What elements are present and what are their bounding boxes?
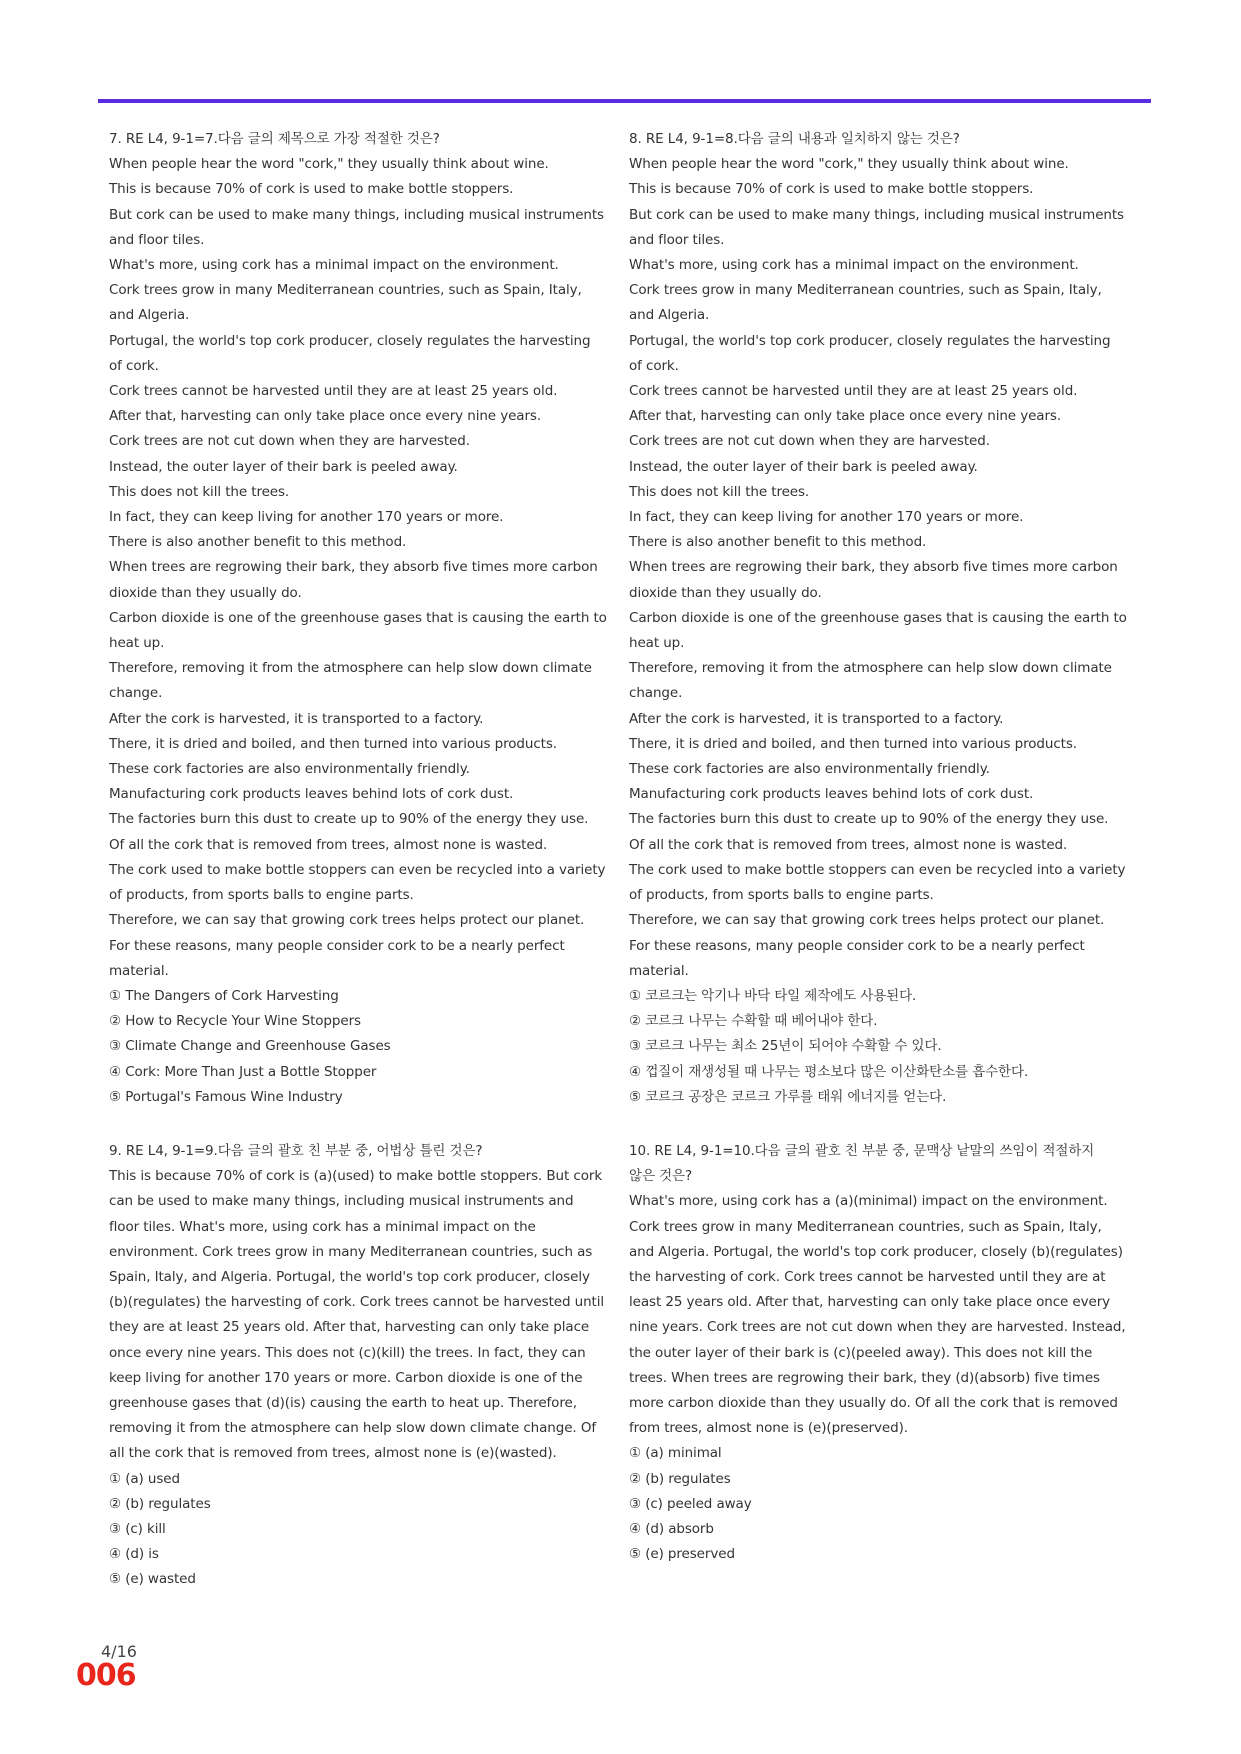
- passage-line: nine years. Cork trees are not cut down when they are harvested. Instead,: [629, 1319, 1126, 1336]
- passage-line: This is because 70% of cork is used to make bottle stoppers.: [629, 181, 1034, 198]
- passage-line: more carbon dioxide than they usually do. Of all the cork that is removed: [629, 1395, 1118, 1412]
- passage-line: change.: [629, 685, 683, 702]
- passage-line: This does not kill the trees.: [109, 483, 290, 500]
- passage-line: can be used to make many things, including musical instruments and: [109, 1193, 574, 1210]
- passage-line: There, it is dried and boiled, and then turned into various products.: [109, 735, 557, 752]
- passage-line: The cork used to make bottle stoppers can even be recycled into a variety: [629, 861, 1126, 878]
- passage-line: After that, harvesting can only take place once every nine years.: [109, 408, 542, 425]
- passage-line: Cork trees grow in many Mediterranean countries, such as Spain, Italy,: [109, 282, 582, 299]
- passage-line: heat up.: [109, 635, 165, 652]
- passage-line: trees. When trees are regrowing their bark, they (d)(absorb) five times: [629, 1369, 1100, 1386]
- passage-line: they are at least 25 years old. After that, harvesting can only take place: [109, 1319, 590, 1336]
- passage-line: material.: [109, 962, 169, 979]
- passage-line: Cork trees are not cut down when they are harvested.: [629, 433, 990, 450]
- document-code: 006: [76, 1658, 136, 1693]
- answer-option[interactable]: ③ (c) kill: [109, 1521, 166, 1538]
- passage-line: After that, harvesting can only take place once every nine years.: [629, 408, 1062, 425]
- passage-line: For these reasons, many people consider cork to be a nearly perfect: [629, 937, 1085, 954]
- passage-line: Therefore, we can say that growing cork trees helps protect our planet.: [109, 912, 585, 929]
- passage-line: Cork trees grow in many Mediterranean countries, such as Spain, Italy,: [629, 282, 1102, 299]
- passage-line: of products, from sports balls to engine parts.: [109, 887, 414, 904]
- passage-line: and Algeria. Portugal, the world's top cork producer, closely (b)(regulates): [629, 1243, 1123, 1260]
- passage-line: once every nine years. This does not (c)(kill) the trees. In fact, they can: [109, 1344, 586, 1361]
- passage-line: This is because 70% of cork is used to make bottle stoppers.: [109, 181, 514, 198]
- passage-line: After the cork is harvested, it is transported to a factory.: [109, 710, 484, 727]
- passage-line: and floor tiles.: [109, 231, 205, 248]
- answer-option[interactable]: ④ Cork: More Than Just a Bottle Stopper: [109, 1063, 377, 1080]
- answer-option[interactable]: ① (a) minimal: [629, 1445, 722, 1462]
- answer-option[interactable]: ② How to Recycle Your Wine Stoppers: [109, 1013, 361, 1030]
- passage-line: This does not kill the trees.: [629, 483, 810, 500]
- passage-line: Carbon dioxide is one of the greenhouse gases that is causing the earth to: [629, 609, 1127, 626]
- header-rule: [98, 99, 1151, 103]
- question-title: 7. RE L4, 9-1=7.다음 글의 제목으로 가장 적절한 것은?: [109, 131, 440, 147]
- passage-line: Manufacturing cork products leaves behind lots of cork dust.: [109, 786, 514, 803]
- passage-line: dioxide than they usually do.: [629, 584, 822, 601]
- passage-line: The factories burn this dust to create up to 90% of the energy they use.: [629, 811, 1109, 828]
- passage-line: These cork factories are also environmentally friendly.: [629, 761, 990, 778]
- answer-option[interactable]: ④ 껍질이 재생성될 때 나무는 평소보다 많은 이산화탄소를 흡수한다.: [629, 1063, 1029, 1080]
- question-7: [109, 127, 619, 1110]
- answer-option[interactable]: ① The Dangers of Cork Harvesting: [109, 987, 339, 1004]
- passage-line: For these reasons, many people consider cork to be a nearly perfect: [109, 937, 565, 954]
- passage-line: and Algeria.: [109, 307, 190, 324]
- answer-option[interactable]: ② (b) regulates: [629, 1470, 731, 1487]
- passage-line: Of all the cork that is removed from trees, almost none is wasted.: [629, 836, 1068, 853]
- passage-line: removing it from the atmosphere can help slow down climate change. Of: [109, 1420, 596, 1437]
- passage-line: When trees are regrowing their bark, they absorb five times more carbon: [109, 559, 598, 576]
- answer-option[interactable]: ② (b) regulates: [109, 1495, 211, 1512]
- passage-line: Therefore, removing it from the atmosphere can help slow down climate: [109, 660, 592, 677]
- passage-line: These cork factories are also environmentally friendly.: [109, 761, 470, 778]
- passage-line: What's more, using cork has a minimal impact on the environment.: [109, 257, 559, 274]
- passage-line: Therefore, we can say that growing cork trees helps protect our planet.: [629, 912, 1105, 929]
- passage-line: change.: [109, 685, 163, 702]
- page-number: 4/16: [101, 1642, 137, 1661]
- passage-line: In fact, they can keep living for another 170 years or more.: [629, 509, 1024, 526]
- passage-line: There is also another benefit to this method.: [629, 534, 927, 551]
- answer-option[interactable]: ③ Climate Change and Greenhouse Gases: [109, 1038, 391, 1055]
- passage-line: When people hear the word "cork," they usually think about wine.: [109, 156, 549, 173]
- passage-line: Portugal, the world's top cork producer, closely regulates the harvesting: [109, 332, 591, 349]
- passage-line: But cork can be used to make many things, including musical instruments: [629, 206, 1124, 223]
- passage-line: the outer layer of their bark is (c)(peeled away). This does not kill the: [629, 1344, 1093, 1361]
- passage-line: The cork used to make bottle stoppers can even be recycled into a variety: [109, 861, 606, 878]
- passage-line: Instead, the outer layer of their bark is peeled away.: [629, 458, 978, 475]
- passage-line: of cork.: [629, 357, 679, 374]
- passage-line: When trees are regrowing their bark, they absorb five times more carbon: [629, 559, 1118, 576]
- passage-line: What's more, using cork has a (a)(minimal) impact on the environment.: [629, 1193, 1108, 1210]
- passage-line: Cork trees grow in many Mediterranean countries, such as Spain, Italy,: [629, 1218, 1102, 1235]
- question-title: 8. RE L4, 9-1=8.다음 글의 내용과 일치하지 않는 것은?: [629, 131, 960, 147]
- passage-line: keep living for another 170 years or more. Carbon dioxide is one of the: [109, 1369, 583, 1386]
- passage-line: Carbon dioxide is one of the greenhouse gases that is causing the earth to: [109, 609, 607, 626]
- passage-line: of products, from sports balls to engine parts.: [629, 887, 934, 904]
- answer-option[interactable]: ② 코르크 나무는 수확할 때 베어내야 한다.: [629, 1013, 878, 1030]
- passage-line: the harvesting of cork. Cork trees cannot be harvested until they are at: [629, 1269, 1106, 1286]
- passage-line: Portugal, the world's top cork producer, closely regulates the harvesting: [629, 332, 1111, 349]
- question-title: 10. RE L4, 9-1=10.다음 글의 괄호 친 부분 중, 문맥상 낱말의 쓰임이 적절하지: [629, 1143, 1095, 1159]
- passage-line: In fact, they can keep living for another 170 years or more.: [109, 509, 504, 526]
- passage-line: floor tiles. What's more, using cork has a minimal impact on the: [109, 1218, 536, 1235]
- passage-line: of cork.: [109, 357, 159, 374]
- answer-option[interactable]: ① (a) used: [109, 1470, 180, 1487]
- passage-line: The factories burn this dust to create up to 90% of the energy they use.: [109, 811, 589, 828]
- passage-line: There, it is dried and boiled, and then turned into various products.: [629, 735, 1077, 752]
- passage-line: What's more, using cork has a minimal impact on the environment.: [629, 257, 1079, 274]
- answer-option[interactable]: ⑤ Portugal's Famous Wine Industry: [109, 1088, 343, 1105]
- passage-line: Of all the cork that is removed from trees, almost none is wasted.: [109, 836, 548, 853]
- passage-line: Cork trees cannot be harvested until they are at least 25 years old.: [629, 383, 1078, 400]
- passage-line: But cork can be used to make many things, including musical instruments: [109, 206, 604, 223]
- answer-option[interactable]: ④ (d) is: [109, 1546, 159, 1563]
- question-10: [629, 1139, 1139, 1567]
- passage-line: environment. Cork trees grow in many Mediterranean countries, such as: [109, 1243, 593, 1260]
- passage-line: from trees, almost none is (e)(preserved).: [629, 1420, 908, 1437]
- question-8: [629, 127, 1139, 1110]
- answer-option[interactable]: ⑤ (e) wasted: [109, 1571, 196, 1588]
- answer-option[interactable]: ⑤ 코르크 공장은 코르크 가루를 태워 에너지를 얻는다.: [629, 1088, 947, 1105]
- passage-line: When people hear the word "cork," they usually think about wine.: [629, 156, 1069, 173]
- answer-option[interactable]: ⑤ (e) preserved: [629, 1546, 735, 1563]
- passage-line: Cork trees cannot be harvested until they are at least 25 years old.: [109, 383, 558, 400]
- passage-line: Instead, the outer layer of their bark is peeled away.: [109, 458, 458, 475]
- passage-line: Spain, Italy, and Algeria. Portugal, the world's top cork producer, closely: [109, 1269, 590, 1286]
- question-title: 9. RE L4, 9-1=9.다음 글의 괄호 친 부분 중, 어법상 틀린 것은?: [109, 1143, 483, 1159]
- passage-line: Cork trees are not cut down when they are harvested.: [109, 433, 470, 450]
- passage-line: (b)(regulates) the harvesting of cork. Cork trees cannot be harvested until: [109, 1294, 605, 1311]
- question-title-cont: 않은 것은?: [629, 1168, 693, 1185]
- passage-line: greenhouse gases that (d)(is) causing the earth to heat up. Therefore,: [109, 1395, 577, 1412]
- passage-line: and Algeria.: [629, 307, 710, 324]
- passage-line: This is because 70% of cork is (a)(used) to make bottle stoppers. But cork: [109, 1168, 603, 1185]
- passage-line: material.: [629, 962, 689, 979]
- passage-line: dioxide than they usually do.: [109, 584, 302, 601]
- passage-line: and floor tiles.: [629, 231, 725, 248]
- answer-option[interactable]: ③ 코르크 나무는 최소 25년이 되어야 수확할 수 있다.: [629, 1038, 942, 1055]
- passage-line: Manufacturing cork products leaves behind lots of cork dust.: [629, 786, 1034, 803]
- answer-option[interactable]: ④ (d) absorb: [629, 1521, 714, 1538]
- question-9: [109, 1139, 619, 1593]
- passage-line: all the cork that is removed from trees, almost none is (e)(wasted).: [109, 1445, 557, 1462]
- passage-line: After the cork is harvested, it is transported to a factory.: [629, 710, 1004, 727]
- answer-option[interactable]: ① 코르크는 악기나 바닥 타일 제작에도 사용된다.: [629, 987, 917, 1004]
- passage-line: There is also another benefit to this method.: [109, 534, 407, 551]
- answer-option[interactable]: ③ (c) peeled away: [629, 1495, 752, 1512]
- passage-line: heat up.: [629, 635, 685, 652]
- passage-line: Therefore, removing it from the atmosphere can help slow down climate: [629, 660, 1112, 677]
- passage-line: least 25 years old. After that, harvesting can only take place once every: [629, 1294, 1111, 1311]
